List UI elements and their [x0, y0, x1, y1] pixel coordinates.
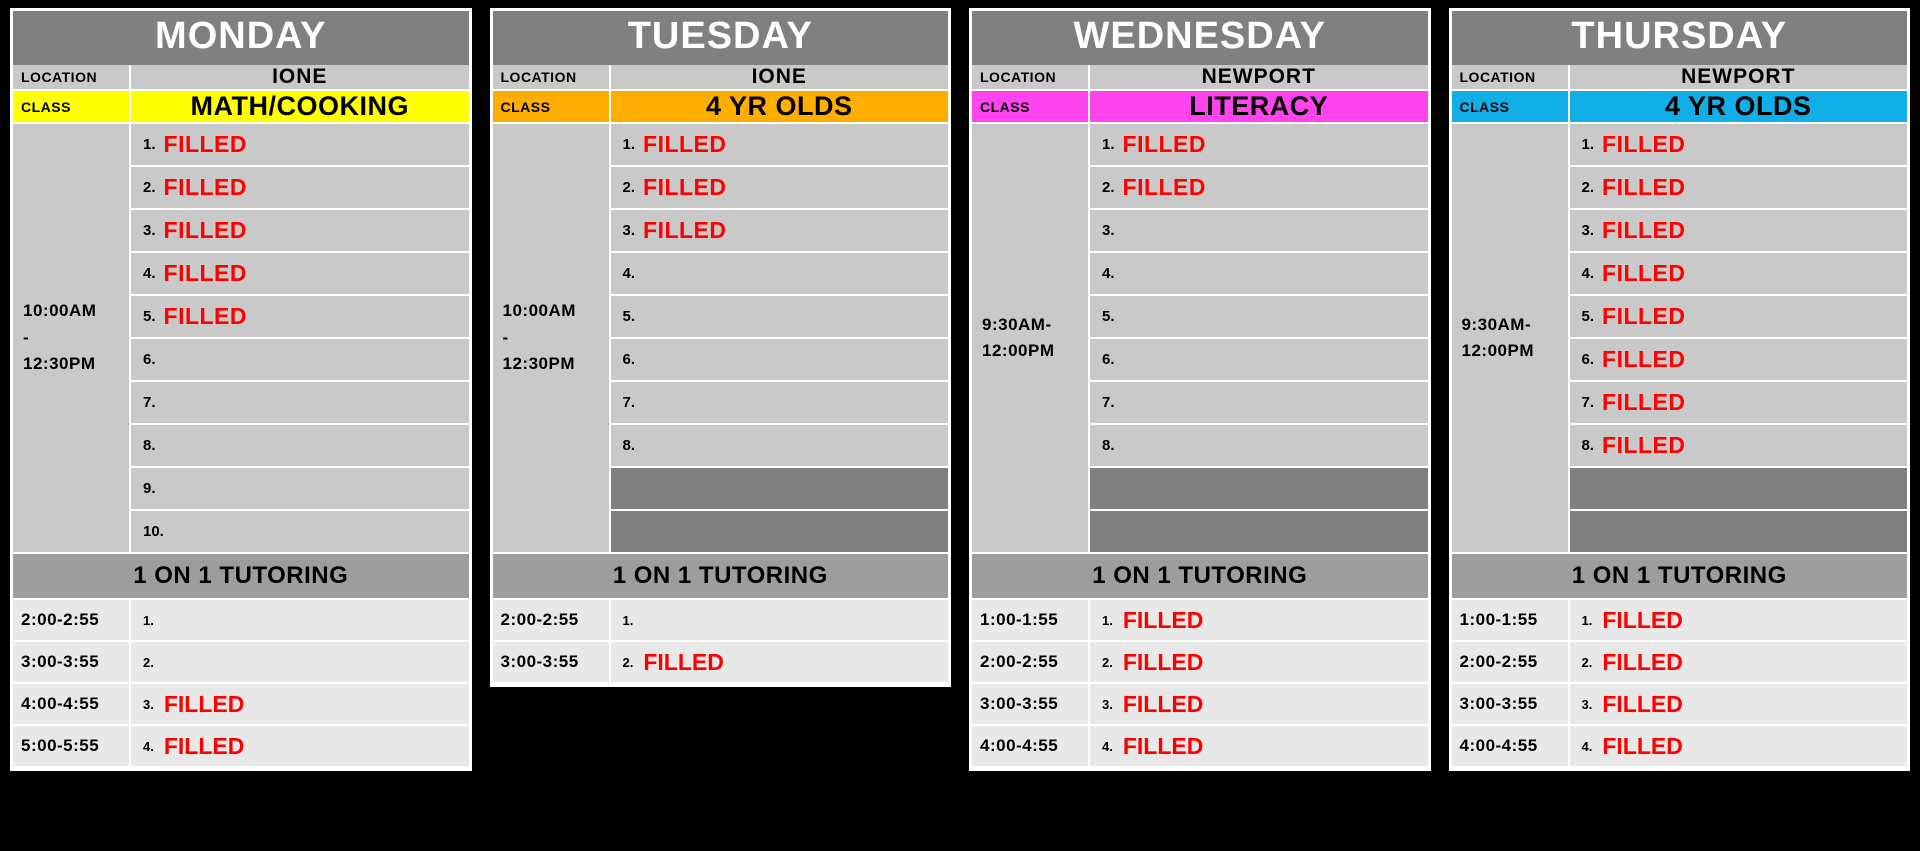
class-slot-status: FILLED — [163, 174, 248, 200]
day-title-text: WEDNESDAY — [1073, 15, 1327, 57]
class-slot-status: FILLED — [1602, 131, 1686, 157]
tutoring-slot[interactable] — [1570, 600, 1908, 642]
tutoring-slot[interactable] — [611, 600, 949, 642]
class-time — [972, 124, 1090, 554]
class-slot[interactable] — [131, 296, 469, 339]
class-slot-list — [611, 124, 949, 554]
tutoring-slot-number: 2. — [1102, 654, 1113, 670]
class-time-line: 12:00PM — [1461, 341, 1534, 360]
class-slot-status: FILLED — [163, 131, 248, 157]
tutoring-slot[interactable] — [1570, 642, 1908, 684]
tutoring-slot-number: 3. — [1102, 696, 1113, 712]
day-card-tuesday — [490, 8, 952, 687]
class-slot[interactable] — [131, 124, 469, 167]
day-title — [493, 11, 949, 65]
class-slot[interactable] — [1090, 210, 1428, 253]
class-slot-number: 5. — [622, 308, 636, 325]
day-title — [1452, 11, 1908, 65]
class-time-line: - — [502, 327, 509, 347]
class-slot-status: FILLED — [643, 131, 727, 157]
location-row — [13, 65, 469, 91]
class-slot[interactable] — [1090, 425, 1428, 468]
class-slot-number: 6. — [1102, 351, 1115, 368]
tutoring-slot-number: 4. — [1102, 738, 1113, 754]
tutoring-time: 4:00-4:55 — [13, 684, 131, 726]
tutoring-slot-status: FILLED — [1602, 606, 1683, 633]
class-time-line: 12:30PM — [23, 354, 96, 374]
tutoring-time: 1:00-1:55 — [1452, 600, 1570, 642]
tutoring-slot[interactable] — [131, 600, 469, 642]
class-slot[interactable] — [1570, 382, 1908, 425]
class-time-line: 12:30PM — [502, 354, 575, 374]
class-slot-status: FILLED — [1602, 346, 1686, 372]
class-slot-status: FILLED — [1602, 432, 1686, 458]
tutoring-slot[interactable] — [1090, 684, 1428, 726]
tutoring-row[interactable] — [13, 600, 469, 642]
class-slot-number: 8. — [622, 437, 636, 454]
tutoring-slot-number: 2. — [143, 654, 154, 670]
class-value: 4 YR OLDS — [611, 91, 949, 124]
tutoring-slot-status: FILLED — [643, 648, 724, 675]
tutoring-slot-number: 1. — [622, 612, 634, 628]
tutoring-time: 5:00-5:55 — [13, 726, 131, 768]
class-slot-number: 6. — [622, 351, 636, 368]
class-slot-number: 8. — [143, 437, 156, 454]
tutoring-slot-status: FILLED — [1122, 690, 1204, 717]
tutoring-time: 3:00-3:55 — [493, 642, 611, 684]
day-title — [13, 11, 469, 65]
class-slot[interactable] — [131, 210, 469, 253]
tutoring-slot[interactable] — [1090, 600, 1428, 642]
tutoring-row[interactable] — [972, 726, 1428, 768]
class-roster-block — [1452, 124, 1908, 554]
class-slot[interactable] — [611, 339, 949, 382]
tutoring-time: 4:00-4:55 — [1452, 726, 1570, 768]
class-slot[interactable] — [131, 468, 469, 511]
class-slot-number: 4. — [1102, 265, 1115, 282]
tutoring-slot-number: 1. — [1102, 612, 1113, 628]
class-slot[interactable] — [1090, 124, 1428, 167]
tutoring-slot-number: 2. — [1581, 654, 1593, 670]
tutoring-banner: 1 ON 1 TUTORING — [13, 554, 469, 600]
class-slot-status: FILLED — [1602, 174, 1686, 200]
class-slot[interactable] — [611, 253, 949, 296]
tutoring-banner: 1 ON 1 TUTORING — [1452, 554, 1908, 600]
location-value: IONE — [131, 65, 469, 91]
class-time — [1452, 124, 1570, 554]
class-slot[interactable] — [611, 468, 949, 511]
class-slot[interactable] — [1570, 253, 1908, 296]
class-value: MATH/COOKING — [131, 91, 469, 124]
tutoring-time: 4:00-4:55 — [972, 726, 1090, 768]
class-row — [493, 91, 949, 124]
tutoring-slot-status: FILLED — [1122, 606, 1204, 633]
location-row — [493, 65, 949, 91]
tutoring-slot[interactable] — [1090, 642, 1428, 684]
class-slot[interactable] — [611, 296, 949, 339]
class-slot-status: FILLED — [1602, 217, 1686, 243]
class-slot-number: 5. — [1581, 308, 1595, 325]
class-slot-number: 1. — [1102, 136, 1115, 153]
class-slot-number: 3. — [622, 222, 636, 239]
class-slot-status: FILLED — [163, 303, 248, 329]
tutoring-row[interactable] — [493, 642, 949, 684]
class-roster-block — [493, 124, 949, 554]
tutoring-time: 1:00-1:55 — [972, 600, 1090, 642]
day-card-monday — [10, 8, 472, 771]
class-time-line: 12:00PM — [982, 341, 1055, 360]
class-slot[interactable] — [611, 167, 949, 210]
class-slot[interactable] — [611, 124, 949, 167]
day-title-text: THURSDAY — [1571, 15, 1788, 57]
tutoring-row[interactable] — [972, 600, 1428, 642]
class-slot-number: 2. — [1581, 179, 1595, 196]
class-label: CLASS — [972, 91, 1090, 124]
tutoring-slot-number: 2. — [622, 654, 634, 670]
class-slot[interactable] — [131, 425, 469, 468]
class-value: LITERACY — [1090, 91, 1428, 124]
tutoring-row[interactable] — [13, 684, 469, 726]
tutoring-slot-number: 4. — [1581, 738, 1593, 754]
class-slot[interactable] — [1090, 382, 1428, 425]
tutoring-slot-status: FILLED — [1122, 732, 1204, 759]
tutoring-time: 2:00-2:55 — [972, 642, 1090, 684]
class-time — [13, 124, 131, 554]
class-slot-number: 3. — [143, 222, 156, 239]
class-slot-number: 4. — [622, 265, 636, 282]
tutoring-slot[interactable] — [1090, 726, 1428, 768]
tutoring-slot[interactable] — [131, 642, 469, 684]
class-row — [1452, 91, 1908, 124]
tutoring-time: 2:00-2:55 — [493, 600, 611, 642]
class-slot-number: 8. — [1581, 437, 1595, 454]
class-slot[interactable] — [131, 382, 469, 425]
class-row — [13, 91, 469, 124]
class-slot-status: FILLED — [643, 174, 727, 200]
location-value: NEWPORT — [1090, 65, 1428, 91]
tutoring-slot-status: FILLED — [1602, 732, 1683, 759]
class-time-line: 9:30AM- — [982, 314, 1052, 334]
class-time — [493, 124, 611, 554]
location-label: LOCATION — [493, 65, 611, 91]
class-slot-number: 4. — [143, 265, 156, 282]
class-slot-number: 2. — [1102, 179, 1115, 196]
class-slot[interactable] — [1570, 296, 1908, 339]
class-label: CLASS — [1452, 91, 1570, 124]
tutoring-time: 3:00-3:55 — [972, 684, 1090, 726]
class-slot[interactable] — [1570, 210, 1908, 253]
tutoring-banner: 1 ON 1 TUTORING — [972, 554, 1428, 600]
tutoring-row[interactable] — [13, 642, 469, 684]
class-slot-number: 1. — [143, 136, 156, 153]
class-time-line: - — [23, 327, 30, 347]
class-slot-number: 9. — [143, 480, 156, 497]
tutoring-time: 2:00-2:55 — [13, 600, 131, 642]
class-slot-list — [1090, 124, 1428, 554]
class-slot-number: 10. — [143, 523, 164, 540]
tutoring-slot-number: 1. — [143, 612, 154, 628]
class-slot-list — [131, 124, 469, 554]
class-slot-number: 5. — [1102, 308, 1115, 325]
class-slot[interactable] — [1570, 511, 1908, 554]
tutoring-time: 3:00-3:55 — [13, 642, 131, 684]
tutoring-slot-number: 4. — [143, 738, 154, 754]
class-slot-status: FILLED — [1122, 131, 1207, 157]
class-slot-number: 3. — [1581, 222, 1595, 239]
class-slot-number: 3. — [1102, 222, 1115, 239]
day-card-thursday — [1449, 8, 1911, 771]
tutoring-slot-status: FILLED — [1602, 648, 1683, 675]
class-time-line: 10:00AM — [23, 301, 97, 321]
class-slot-status: FILLED — [163, 217, 248, 243]
tutoring-slot[interactable] — [611, 642, 949, 684]
tutoring-slot[interactable] — [131, 684, 469, 726]
class-slot[interactable] — [1570, 339, 1908, 382]
tutoring-row[interactable] — [1452, 726, 1908, 768]
tutoring-slot-number: 1. — [1581, 612, 1593, 628]
location-label: LOCATION — [13, 65, 131, 91]
tutoring-slot-status: FILLED — [1122, 648, 1204, 675]
tutoring-slot[interactable] — [1570, 684, 1908, 726]
class-slot[interactable] — [1090, 339, 1428, 382]
class-slot-number: 6. — [143, 351, 156, 368]
day-card-wednesday — [969, 8, 1431, 771]
class-time-line: 10:00AM — [502, 301, 576, 321]
class-slot[interactable] — [611, 425, 949, 468]
class-slot-status: FILLED — [1602, 303, 1686, 329]
tutoring-slot-status: FILLED — [163, 732, 245, 759]
class-slot-number: 7. — [1581, 394, 1595, 411]
class-row — [972, 91, 1428, 124]
class-time-line: 9:30AM- — [1461, 314, 1532, 334]
class-slot[interactable] — [1090, 253, 1428, 296]
tutoring-row[interactable] — [972, 684, 1428, 726]
class-slot-number: 6. — [1581, 351, 1595, 368]
class-slot[interactable] — [1090, 296, 1428, 339]
class-label: CLASS — [493, 91, 611, 124]
class-slot[interactable] — [131, 253, 469, 296]
class-slot-number: 2. — [143, 179, 156, 196]
class-slot[interactable] — [131, 167, 469, 210]
class-roster-block — [972, 124, 1428, 554]
class-slot-status: FILLED — [1122, 174, 1207, 200]
location-label: LOCATION — [1452, 65, 1570, 91]
location-label: LOCATION — [972, 65, 1090, 91]
class-slot[interactable] — [611, 382, 949, 425]
location-value: IONE — [611, 65, 949, 91]
tutoring-time: 2:00-2:55 — [1452, 642, 1570, 684]
class-slot[interactable] — [1570, 425, 1908, 468]
class-value: 4 YR OLDS — [1570, 91, 1908, 124]
class-slot-number: 2. — [622, 179, 636, 196]
tutoring-slot-number: 3. — [1581, 696, 1593, 712]
day-title — [972, 11, 1428, 65]
tutoring-row[interactable] — [1452, 642, 1908, 684]
class-slot-status: FILLED — [163, 260, 248, 286]
location-value: NEWPORT — [1570, 65, 1908, 91]
tutoring-slot[interactable] — [131, 726, 469, 768]
class-slot-list — [1570, 124, 1908, 554]
tutoring-row[interactable] — [972, 642, 1428, 684]
tutoring-banner: 1 ON 1 TUTORING — [493, 554, 949, 600]
tutoring-row[interactable] — [1452, 600, 1908, 642]
class-slot[interactable] — [131, 339, 469, 382]
class-label: CLASS — [13, 91, 131, 124]
class-slot[interactable] — [131, 511, 469, 554]
class-slot-number: 7. — [622, 394, 636, 411]
class-slot[interactable] — [1570, 167, 1908, 210]
tutoring-row[interactable] — [13, 726, 469, 768]
class-slot-number: 1. — [622, 136, 636, 153]
class-slot-status: FILLED — [1602, 389, 1686, 415]
tutoring-slot-status: FILLED — [163, 690, 245, 717]
location-row — [1452, 65, 1908, 91]
tutoring-slot-status: FILLED — [1602, 690, 1683, 717]
class-slot[interactable] — [1090, 167, 1428, 210]
class-roster-block — [13, 124, 469, 554]
class-slot-status: FILLED — [643, 217, 727, 243]
class-slot-number: 5. — [143, 308, 156, 325]
class-slot[interactable] — [1090, 468, 1428, 511]
class-slot[interactable] — [1570, 124, 1908, 167]
class-slot[interactable] — [1090, 511, 1428, 554]
class-slot-status: FILLED — [1602, 260, 1686, 286]
location-row — [972, 65, 1428, 91]
day-title-text: TUESDAY — [627, 15, 813, 57]
tutoring-row[interactable] — [1452, 684, 1908, 726]
class-slot-number: 7. — [143, 394, 156, 411]
day-title-text: MONDAY — [155, 15, 327, 57]
class-slot[interactable] — [611, 511, 949, 554]
class-slot[interactable] — [1570, 468, 1908, 511]
tutoring-row[interactable] — [493, 600, 949, 642]
class-slot-number: 7. — [1102, 394, 1115, 411]
class-slot-number: 4. — [1581, 265, 1595, 282]
class-slot[interactable] — [611, 210, 949, 253]
tutoring-time: 3:00-3:55 — [1452, 684, 1570, 726]
class-slot-number: 8. — [1102, 437, 1115, 454]
tutoring-slot[interactable] — [1570, 726, 1908, 768]
class-slot-number: 1. — [1581, 136, 1595, 153]
tutoring-slot-number: 3. — [143, 696, 154, 712]
